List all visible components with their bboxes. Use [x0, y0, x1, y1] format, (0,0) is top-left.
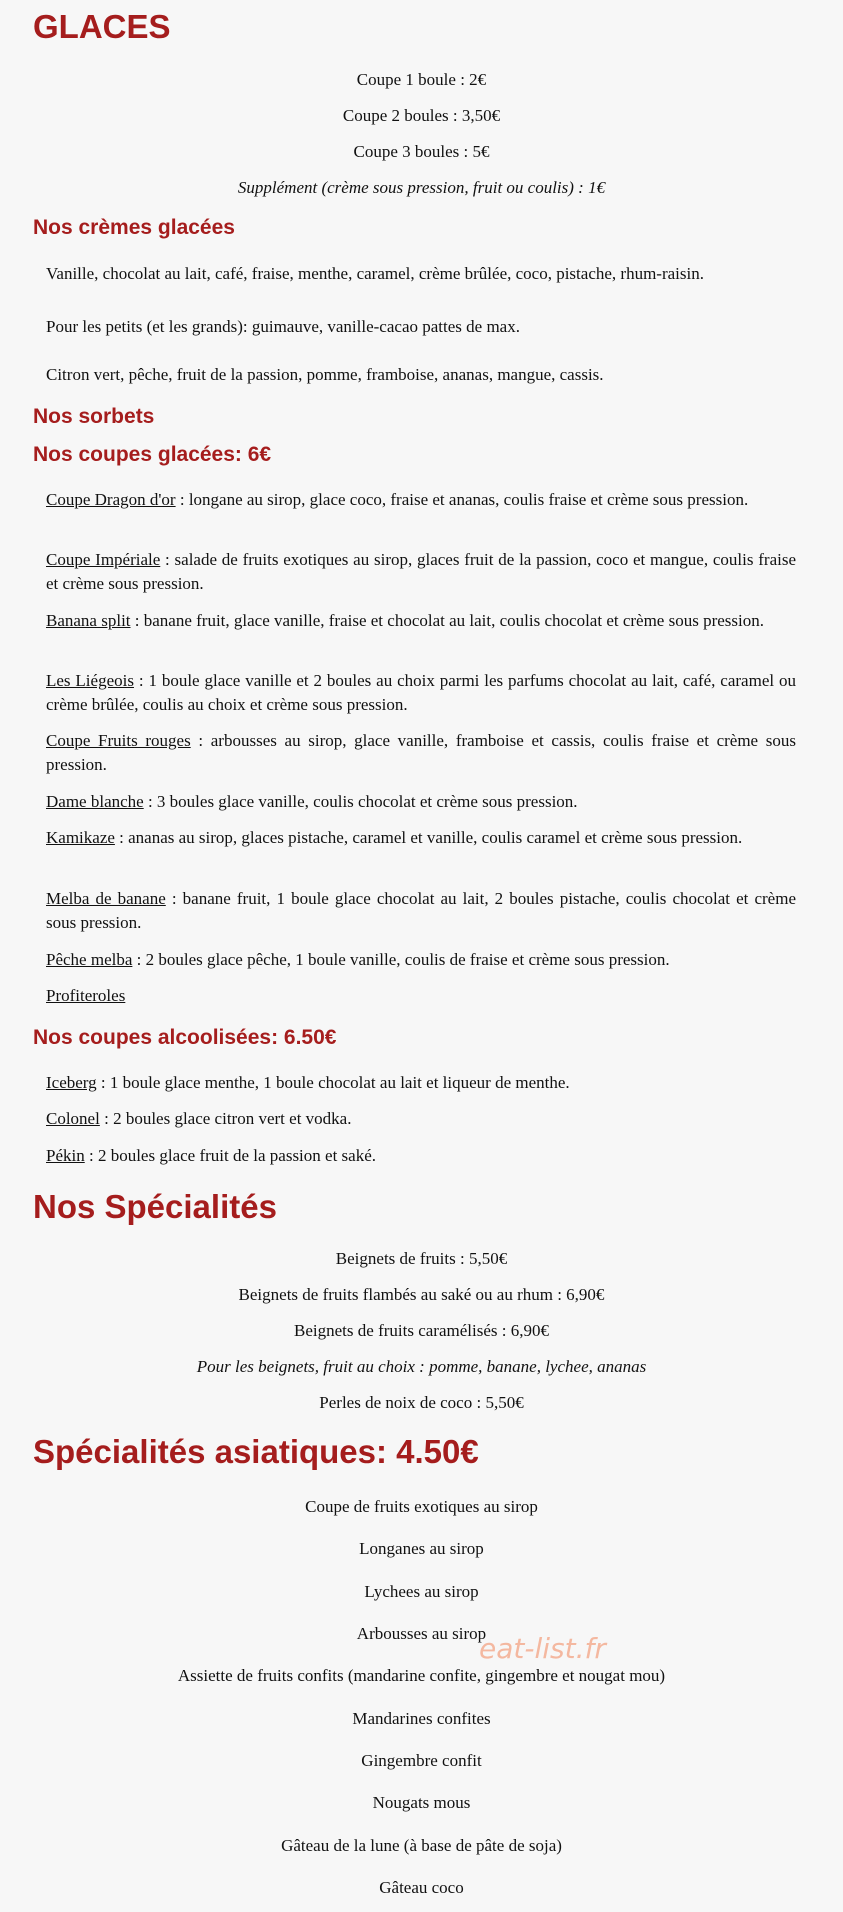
alcool-desc: : 1 boule glace menthe, 1 boule chocolat au lait et liqueur de menthe. [96, 1073, 570, 1092]
asiatique-item: Lychees au sirop [364, 1582, 479, 1601]
coupe-desc: : longane au sirop, glace coco, fraise et ananas, coulis fraise et crème sous pression. [175, 490, 749, 509]
alcool-name: Iceberg [46, 1073, 97, 1092]
coupe-item [46, 790, 796, 814]
perles-coco: Perles de noix de coco : 5,50€ [319, 1393, 524, 1412]
asiatiques-title: Spécialités asiatiques: 4.50€ [33, 1433, 479, 1470]
sorbets-title: Nos sorbets [33, 405, 155, 428]
coupe-desc: : salade de fruits exotiques au sirop, glaces fruit de la passion, coco et mangue, coulis fraise et crème sous pression. [46, 550, 796, 593]
coupe-name: Profiteroles [46, 986, 126, 1005]
alcool-title: Nos coupes alcoolisées: 6.50€ [33, 1026, 337, 1049]
coupe-desc: : arbousses au sirop, glace vanille, framboise et cassis, coulis fraise et crème sous pression. [46, 731, 796, 774]
coupe-desc: : 3 boules glace vanille, coulis chocolat et crème sous pression. [143, 792, 578, 811]
coupe-item [46, 948, 796, 972]
coupe-item [46, 609, 796, 633]
coupe-desc: : ananas au sirop, glaces pistache, caramel et vanille, coulis caramel et crème sous pression. [114, 828, 743, 847]
coupe-item [46, 548, 796, 596]
coupes-title: Nos coupes glacées: 6€ [33, 443, 272, 466]
alcool-item [46, 1144, 796, 1168]
coupe-name: Coupe Fruits rouges [46, 731, 191, 750]
coupe-name: Les Liégeois [46, 671, 134, 690]
coupe-desc: : banane fruit, 1 boule glace chocolat au lait, 2 boules pistache, coulis chocolat et crème sous pression. [46, 889, 796, 932]
coupe-desc: : banane fruit, glace vanille, fraise et chocolat au lait, coulis chocolat et crème sous pression. [130, 611, 764, 630]
cremes-title: Nos crèmes glacées [33, 216, 235, 239]
coupe-name: Coupe Impériale [46, 550, 161, 569]
sorbet-flavors: Citron vert, pêche, fruit de la passion, pomme, framboise, ananas, mangue, cassis. [46, 365, 604, 384]
cremes-flavors: Vanille, chocolat au lait, café, fraise, menthe, caramel, crème brûlée, coco, pistache, rhum-raisin. [46, 264, 704, 283]
asiatique-item: Coupe de fruits exotiques au sirop [305, 1497, 538, 1516]
coupe-name: Melba de banane [46, 889, 166, 908]
coupe-name: Coupe Dragon d'or [46, 490, 176, 509]
coupe-name: Pêche melba [46, 950, 133, 969]
asiatique-item: Mandarines confites [352, 1709, 491, 1728]
alcool-desc: : 2 boules glace fruit de la passion et saké. [84, 1146, 377, 1165]
coupe-item [46, 826, 796, 850]
supplement-price: Supplément (crème sous pression, fruit ou coulis) : 1€ [237, 178, 606, 197]
price-1-boule: Coupe 1 boule : 2€ [356, 70, 487, 89]
alcool-desc: : 2 boules glace citron vert et vodka. [99, 1109, 352, 1128]
asiatique-item: Longanes au sirop [359, 1539, 484, 1558]
specialite-line: Beignets de fruits caramélisés : 6,90€ [294, 1321, 549, 1340]
coupe-item [46, 488, 796, 512]
cremes-kids: Pour les petits (et les grands): guimauve, vanille-cacao pattes de max. [46, 317, 520, 336]
asiatique-item: Gâteau de la lune (à base de pâte de soja) [281, 1836, 562, 1855]
coupe-item [46, 887, 796, 935]
coupe-name: Banana split [46, 611, 131, 630]
coupe-item [46, 729, 796, 777]
asiatique-item: Assiette de fruits confits (mandarine confite, gingembre et nougat mou) [177, 1666, 666, 1685]
alcool-name: Colonel [46, 1109, 100, 1128]
asiatique-item: Gâteau coco [379, 1878, 464, 1897]
beignets-note: Pour les beignets, fruit au choix : pomme, banane, lychee, ananas [196, 1357, 647, 1376]
coupe-item [46, 669, 796, 717]
price-2-boules: Coupe 2 boules : 3,50€ [342, 106, 501, 125]
alcool-name: Pékin [46, 1146, 85, 1165]
coupe-desc: : 2 boules glace pêche, 1 boule vanille, coulis de fraise et crème sous pression. [132, 950, 670, 969]
coupe-desc: : 1 boule glace vanille et 2 boules au choix parmi les parfums chocolat au lait, café, caramel ou crème brûlée, coulis au choix et crème sous pression. [46, 671, 796, 714]
glaces-title: GLACES [33, 8, 171, 45]
asiatique-item: Arbousses au sirop [356, 1624, 487, 1643]
asiatique-item: Nougats mous [372, 1793, 471, 1812]
specialite-line: Beignets de fruits flambés au saké ou au rhum : 6,90€ [238, 1285, 605, 1304]
asiatique-item: Gingembre confit [361, 1751, 482, 1770]
specialites-title: Nos Spécialités [33, 1188, 277, 1225]
price-3-boules: Coupe 3 boules : 5€ [353, 142, 490, 161]
coupe-item [46, 984, 796, 1008]
alcool-item [46, 1071, 796, 1095]
specialite-line: Beignets de fruits : 5,50€ [335, 1249, 508, 1268]
coupe-name: Kamikaze [46, 828, 115, 847]
alcool-item [46, 1107, 796, 1131]
watermark: eat-list.fr [479, 1632, 606, 1665]
coupe-name: Dame blanche [46, 792, 144, 811]
